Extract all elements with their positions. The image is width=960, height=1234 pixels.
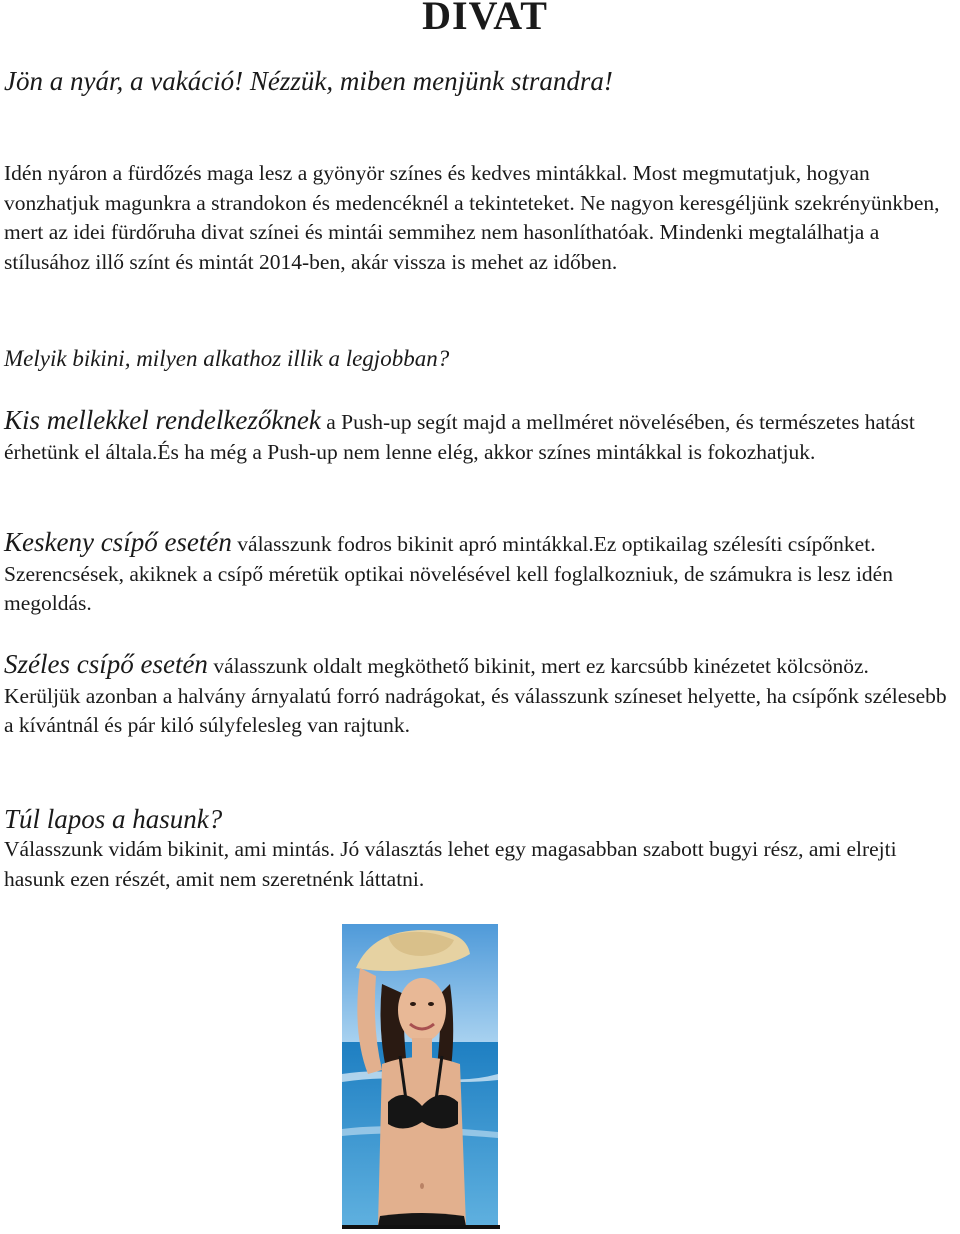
woman-in-bikini-illustration: [342, 924, 498, 1226]
narrow-hip-text: válasszunk fodros bikinit apró mintákkal.Ez optikailag szélesíti csípőnket. Szerencsések, akiknek a csípő méretük optikai növelésével kell foglalkozniuk, de számukra is lesz idén megoldás.: [4, 532, 893, 615]
subtitle: Jön a nyár, a vakáció! Nézzük, miben menjünk strandra!: [4, 66, 613, 96]
wide-hip-lead: Széles csípő esetén: [4, 649, 208, 679]
photo-underline: [342, 1225, 500, 1229]
intro-paragraph: Idén nyáron a fürdőzés maga lesz a gyönyör színes és kedves mintákkal. Most megmutatjuk, hogyan vonzhatjuk magunkra a strandokon és medencéknél a tekinteteket. Ne nagyon keresgéljünk szekrényünkben, mert az idei fürdőruha divat színei és mintái semmihez nem hasonlíthatóak. Mindenki megtalálhatja a stílusához illő színt és mintát 2014-ben, akár vissza is mehet az időben.: [4, 161, 940, 274]
flat-belly-paragraph: Válasszunk vidám bikinit, ami mintás. Jó választás lehet egy magasabban szabott bugyi rész, ami elrejti hasunk ezen részét, amit nem szeretnénk láttatni.: [4, 837, 897, 891]
small-bust-text: a Push-up segít majd a mellméret növelésében, és természetes hatást érhetünk el általa.És ha még a Push-up nem lenne elég, akkor színes mintákkal is fokozhatjuk.: [4, 410, 915, 464]
wide-hip-paragraph: [4, 650, 960, 741]
page-title: DIVAT: [422, 0, 548, 38]
small-bust-lead: Kis mellekkel rendelkezőknek: [4, 405, 321, 435]
narrow-hip-paragraph: [4, 528, 960, 619]
small-bust-paragraph: [4, 406, 960, 467]
narrow-hip-lead: Keskeny csípő esetén: [4, 527, 232, 557]
wide-hip-text: válasszunk oldalt megköthető bikinit, mert ez karcsúbb kinézetet kölcsönöz.: [207, 654, 869, 678]
flat-belly-heading: Túl lapos a hasunk?: [4, 804, 223, 834]
wide-hip-text-2: Kerüljük azonban a halvány árnyalatú forró nadrágokat, és válasszunk színeset helyette, ha csípőnk szélesebb a kívántnál és pár kiló súlyfelesleg van rajtunk.: [4, 683, 947, 737]
beach-photo: [342, 924, 498, 1226]
question-heading: Melyik bikini, milyen alkathoz illik a legjobban?: [4, 346, 450, 371]
